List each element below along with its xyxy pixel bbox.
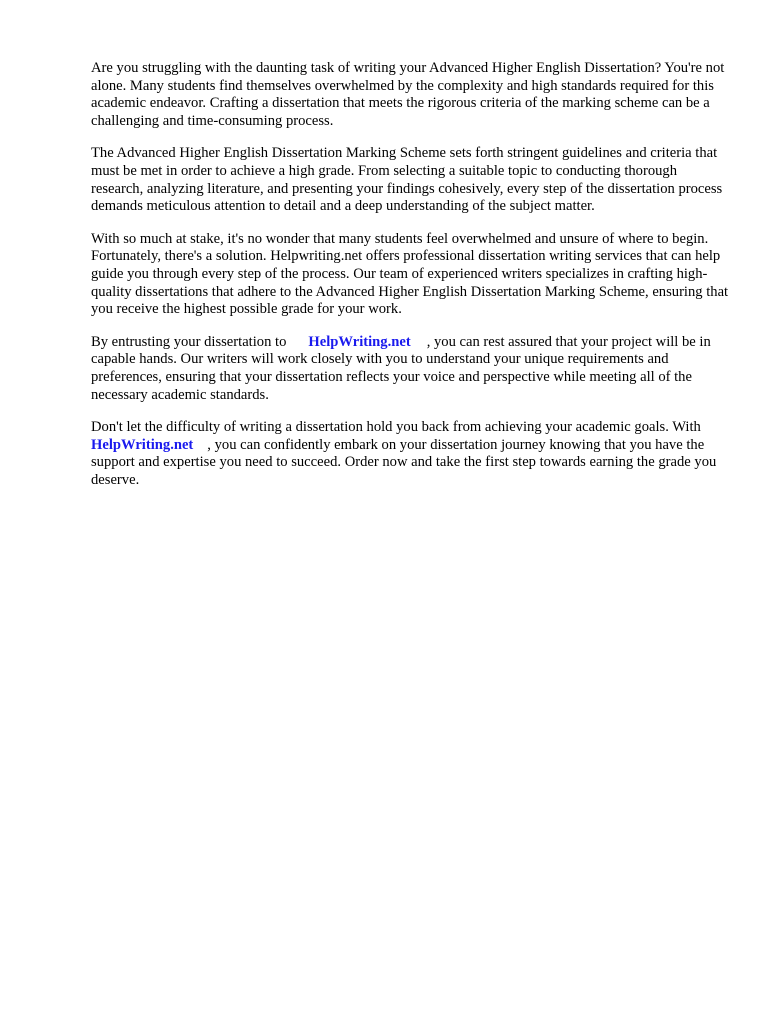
paragraph-solution: With so much at stake, it's no wonder that many students feel overwhelmed and unsure of where to begin. Fortunately, there's a solution. Helpwriting.net offers professional dissertation writing services that can help guide you through every step of the process. Our team of experienced writers specializes in crafting high-quality dissertations that adhere to the Advanced Higher English Dissertation Marking Scheme, ensuring that you receive the highest possible grade for your work.	[91, 230, 729, 318]
paragraph-entrusting-tail: , you can rest assured that your project will be in capable hands. Our writers will work closely with you to understand your unique requirements and preferences, ensuring that your dissertation reflects your voice and perspective while meeting all of the necessary academic standards.	[91, 333, 711, 403]
paragraph-entrusting-lead: By entrusting your dissertation to	[91, 333, 287, 350]
paragraph-closing-lead: Don't let the difficulty of writing a dissertation hold you back from achieving your academic goals. With	[91, 419, 701, 436]
helpwriting-link-closing[interactable]: HelpWriting.net	[91, 436, 194, 453]
paragraph-intro: Are you struggling with the daunting task of writing your Advanced Higher English Dissertation? You're not alone. Many students find themselves overwhelmed by the complexity and high standards required for this academic endeavor. Crafting a dissertation that meets the rigorous criteria of the marking scheme can be a challenging and time-consuming process.	[91, 60, 725, 129]
paragraph-closing-tail: , you can confidently embark on your dissertation journey knowing that you have the support and expertise you need to succeed. Order now and take the first step towards earning the grade you deserve.	[91, 436, 717, 488]
paragraph-entrusting	[91, 334, 731, 404]
document-body	[91, 60, 731, 504]
paragraph-closing	[91, 419, 731, 489]
helpwriting-link[interactable]: HelpWriting.net	[308, 333, 411, 350]
paragraph-marking-scheme: The Advanced Higher English Dissertation Marking Scheme sets forth stringent guidelines and criteria that must be met in order to achieve a high grade. From selecting a suitable topic to conducting thorough research, analyzing literature, and presenting your findings cohesively, every step of the dissertation process demands meticulous attention to detail and a deep understanding of the subject matter.	[91, 145, 723, 215]
